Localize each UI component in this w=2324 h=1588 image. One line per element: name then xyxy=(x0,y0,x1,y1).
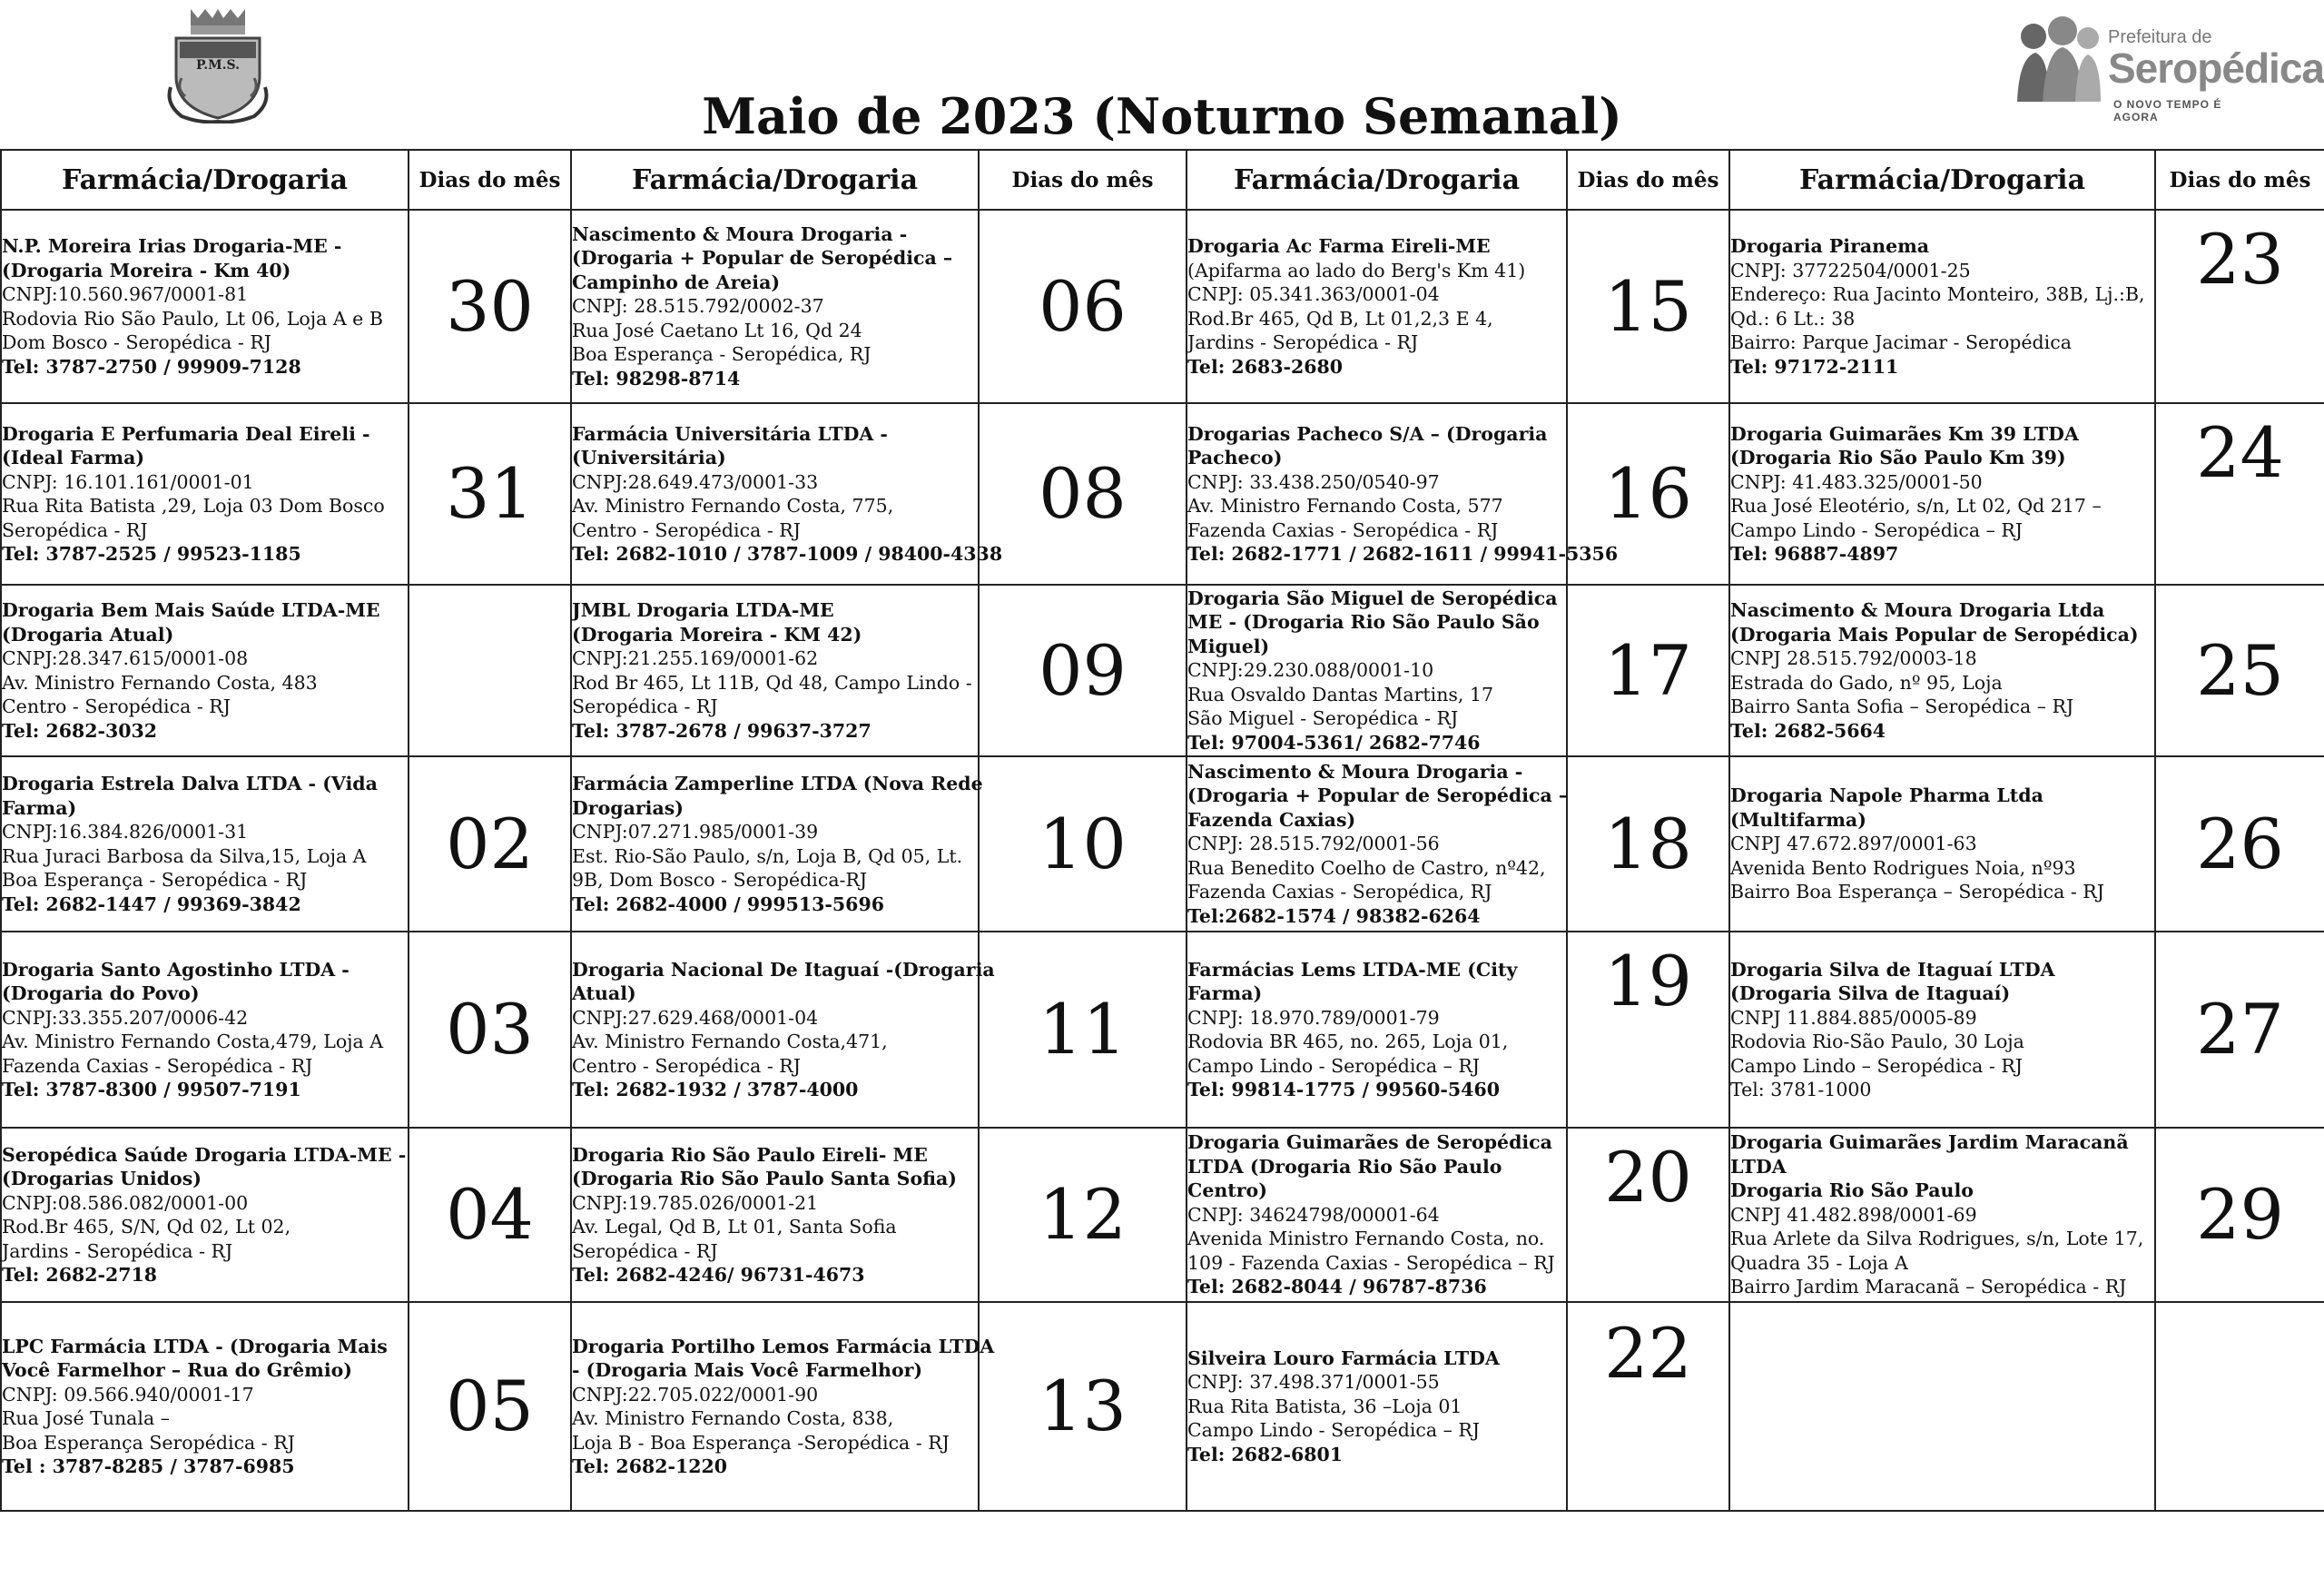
pharmacy-info-line: CNPJ:07.271.985/0001-39 xyxy=(572,821,819,843)
day-of-month: 05 xyxy=(409,1302,571,1511)
pharmacy-info-line: Av. Legal, Qd B, Lt 01, Santa Sofia xyxy=(572,1216,897,1238)
header-days: Dias do mês xyxy=(1567,150,1729,210)
pharmacy-info-line: Tel: 2682-3032 xyxy=(2,719,158,742)
pharmacy-info-line: Av. Ministro Fernando Costa, 483 xyxy=(2,671,318,694)
pharmacy-info-line: Rua Rita Batista ,29, Loja 03 Dom Bosco xyxy=(2,495,385,517)
day-of-month: 20 xyxy=(1567,1128,1729,1302)
pharmacy-cell xyxy=(1187,932,1567,1128)
pharmacy-info-line: LTDA (Drogaria Rio São Paulo xyxy=(1187,1155,1502,1178)
pharmacy-info-line: Farma) xyxy=(2,796,77,819)
pharmacy-info-line: CNPJ:29.230.088/0001-10 xyxy=(1187,659,1434,682)
pharmacy-info-line: Drogaria Silva de Itaguaí LTDA xyxy=(1730,958,2055,981)
pharmacy-info-line: Centro - Seropédica - RJ xyxy=(2,695,231,717)
pharmacy-info-line: CNPJ 47.672.897/0001-63 xyxy=(1730,833,1977,855)
pharmacy-info-line: CNPJ:19.785.026/0001-21 xyxy=(572,1191,819,1214)
pharmacy-cell xyxy=(1729,585,2155,756)
pharmacy-info-line: Centro - Seropédica - RJ xyxy=(572,1054,801,1077)
pharmacy-info-line: CNPJ:10.560.967/0001-81 xyxy=(2,283,249,305)
day-of-month: 27 xyxy=(2155,932,2324,1128)
table-row xyxy=(1,403,2324,585)
pharmacy-info-line: Av. Ministro Fernando Costa,471, xyxy=(572,1031,888,1052)
pharmacy-info-line: Rua Benedito Coelho de Castro, nº42, xyxy=(1187,856,1546,879)
pharmacy-info-line: Drogaria Bem Mais Saúde LTDA-ME xyxy=(2,599,380,621)
pharmacy-info-line: Drogaria Ac Farma Eireli-ME xyxy=(1187,235,1491,257)
pharmacy-cell xyxy=(571,585,979,756)
day-of-month: 11 xyxy=(979,932,1187,1128)
pharmacy-info-line: Est. Rio-São Paulo, s/n, Loja B, Qd 05, Lt. xyxy=(572,844,963,867)
pharmacy-info-line: Tel: 3787-2678 / 99637-3727 xyxy=(572,719,872,742)
pharmacy-cell xyxy=(1729,403,2155,585)
pharmacy-info-line: Fazenda Caxias - Seropédica - RJ xyxy=(1187,518,1499,541)
day-of-month: 23 xyxy=(2155,210,2324,403)
pharmacy-cell xyxy=(1,403,409,585)
pharmacy-info-line: LTDA xyxy=(1730,1155,1787,1178)
day-of-month: 29 xyxy=(2155,1128,2324,1302)
pharmacy-info-line: (Drogaria Moreira - Km 40) xyxy=(2,259,291,281)
pharmacy-info-line: CNPJ: 28.515.792/0002-37 xyxy=(572,295,824,318)
pharmacy-info-line: Rod.Br 465, S/N, Qd 02, Lt 02, xyxy=(2,1216,291,1238)
pharmacy-info-line: (Drogaria do Povo) xyxy=(2,982,200,1004)
pharmacy-info-line: Avenida Bento Rodrigues Noia, nº93 xyxy=(1730,856,2076,879)
pharmacy-info-line: CNPJ 41.482.898/0001-69 xyxy=(1730,1203,1977,1226)
pharmacy-info-line: Tel: 2682-1932 / 3787-4000 xyxy=(572,1079,859,1100)
pharmacy-info-line: Farmácia Zamperline LTDA (Nova Rede xyxy=(572,773,983,794)
pharmacy-info-line: Seropédica - RJ xyxy=(2,518,148,541)
pharmacy-info-line: Tel: 2682-4000 / 999513-5696 xyxy=(572,893,884,915)
pharmacy-info-line: Tel: 2682-1220 xyxy=(572,1455,728,1477)
pharmacy-info-line: Loja B - Boa Esperança -Seropédica - RJ xyxy=(572,1431,950,1454)
pharmacy-info-line: Tel: 2682-6801 xyxy=(1187,1443,1344,1465)
pharmacy-info-line: Pacheco) xyxy=(1187,447,1283,469)
pharmacy-info-line: ME - (Drogaria Rio São Paulo São xyxy=(1187,611,1540,634)
table-row xyxy=(1,585,2324,756)
day-of-month: 04 xyxy=(409,1128,571,1302)
pharmacy-info-line: Rua Arlete da Silva Rodrigues, s/n, Lote 17, xyxy=(1730,1228,2144,1250)
pharmacy-info-line: Tel: 2682-2718 xyxy=(2,1264,158,1286)
pharmacy-info-line: JMBL Drogaria LTDA-ME xyxy=(572,599,834,621)
pharmacy-info-line: Campo Lindo - Seropédica – RJ xyxy=(1187,1419,1481,1442)
pharmacy-info-line: CNPJ: 16.101.161/0001-01 xyxy=(2,470,254,493)
pharmacy-info-line: Seropédica - RJ xyxy=(572,1239,718,1262)
pharmacy-info-line: Farmácia Universitária LTDA - xyxy=(572,422,888,445)
day-of-month xyxy=(2155,1302,2324,1511)
pharmacy-cell xyxy=(1729,1128,2155,1302)
pharmacy-info-line: (Universitária) xyxy=(572,447,726,469)
pharmacy-info-line: Rod Br 465, Lt 11B, Qd 48, Campo Lindo - xyxy=(572,671,972,694)
pharmacy-info-line: Tel:2682-1574 / 98382-6264 xyxy=(1187,904,1481,927)
table-row xyxy=(1,932,2324,1128)
pharmacy-info-line: Tel: 3787-2525 / 99523-1185 xyxy=(2,543,301,565)
pharmacy-info-line: CNPJ:27.629.468/0001-04 xyxy=(572,1006,819,1029)
pharmacy-info-line: Dom Bosco - Seropédica - RJ xyxy=(2,331,272,353)
day-of-month: 31 xyxy=(409,403,571,585)
pharmacy-info-line: Endereço: Rua Jacinto Monteiro, 38B, Lj.:B, xyxy=(1730,283,2145,305)
pharmacy-info-line: 109 - Fazenda Caxias - Seropédica – RJ xyxy=(1187,1251,1555,1274)
pharmacy-info-line: Drogaria São Miguel de Seropédica xyxy=(1187,587,1558,609)
header-pharmacy: Farmácia/Drogaria xyxy=(1187,150,1567,210)
pharmacy-info-line: Rua José Eleotério, s/n, Lt 02, Qd 217 – xyxy=(1730,495,2102,517)
day-of-month: 30 xyxy=(409,210,571,403)
pharmacy-info-line: Av. Ministro Fernando Costa, 775, xyxy=(572,495,894,517)
pharmacy-cell xyxy=(571,403,1003,585)
pharmacy-info-line: Boa Esperança - Seropédica, RJ xyxy=(572,343,872,366)
pharmacy-info-line: Drogaria Rio São Paulo xyxy=(1730,1179,1974,1202)
pharmacy-info-line: CNPJ:08.586.082/0001-00 xyxy=(2,1191,249,1214)
pharmacy-info-line: Tel: 97004-5361/ 2682-7746 xyxy=(1187,731,1481,754)
pharmacy-info-line: Rod.Br 465, Qd B, Lt 01,2,3 E 4, xyxy=(1187,307,1493,330)
pharmacy-info-line: Tel: 99814-1775 / 99560-5460 xyxy=(1187,1079,1500,1100)
pharmacy-info-line: Nascimento & Moura Drogaria Ltda xyxy=(1730,599,2105,621)
pharmacy-info-line: (Drogarias Unidos) xyxy=(2,1168,202,1189)
day-of-month: 25 xyxy=(2155,585,2324,756)
pharmacy-info-line: Tel: 3781-1000 xyxy=(1730,1079,1872,1100)
logo-tagline: O NOVO TEMPO É AGORA xyxy=(2113,98,2222,123)
pharmacy-info-line: Rodovia BR 465, no. 265, Loja 01, xyxy=(1187,1031,1509,1052)
page-title: Maio de 2023 (Noturno Semanal) xyxy=(702,87,1622,145)
pharmacy-info-line: CNPJ: 37.498.371/0001-55 xyxy=(1187,1371,1440,1394)
pharmacy-info-line: Fazenda Caxias - Seropédica, RJ xyxy=(1187,881,1492,903)
pharmacy-info-line: Drogarias Pacheco S/A – (Drogaria xyxy=(1187,422,1548,445)
pharmacy-info-line: (Drogaria Rio São Paulo Santa Sofia) xyxy=(572,1168,958,1189)
header-pharmacy: Farmácia/Drogaria xyxy=(1,150,409,210)
pharmacy-info-line: Drogaria Santo Agostinho LTDA - xyxy=(2,958,350,981)
table-row xyxy=(1,1302,2324,1511)
pharmacy-cell xyxy=(1729,756,2155,932)
pharmacy-info-line: CNPJ: 37722504/0001-25 xyxy=(1730,259,1971,281)
pharmacy-info-line: Campinho de Areia) xyxy=(572,271,781,293)
pharmacy-info-line: Qd.: 6 Lt.: 38 xyxy=(1730,307,1856,330)
table-row xyxy=(1,210,2324,403)
pharmacy-info-line: Tel: 96887-4897 xyxy=(1730,543,1899,565)
pharmacy-info-line: Drogaria Napole Pharma Ltda xyxy=(1730,784,2043,807)
pharmacy-info-line: 9B, Dom Bosco - Seropédica-RJ xyxy=(572,869,868,891)
pharmacy-info-line: CNPJ:21.255.169/0001-62 xyxy=(572,647,819,669)
table-row xyxy=(1,1128,2324,1302)
day-of-month: 13 xyxy=(979,1302,1187,1511)
day-of-month: 02 xyxy=(409,756,571,932)
pharmacy-info-line: LPC Farmácia LTDA - (Drogaria Mais xyxy=(2,1335,388,1357)
pharmacy-info-line: (Ideal Farma) xyxy=(2,447,145,469)
pharmacy-info-line: CNPJ:22.705.022/0001-90 xyxy=(572,1383,819,1406)
pharmacy-info-line: Seropédica Saúde Drogaria LTDA-ME - xyxy=(2,1143,407,1166)
pharmacy-info-line: (Apifarma ao lado do Berg's Km 41) xyxy=(1187,259,1526,281)
schedule-body xyxy=(1,210,2324,1511)
pharmacy-info-line: (Drogaria Rio São Paulo Km 39) xyxy=(1730,447,2066,469)
pharmacy-info-line: (Drogaria + Popular de Seropédica – xyxy=(1187,784,1569,807)
pharmacy-info-line: CNPJ: 05.341.363/0001-04 xyxy=(1187,283,1440,305)
pharmacy-cell xyxy=(1729,932,2155,1128)
pharmacy-info-line: Tel: 2682-1010 / 3787-1009 / 98400-4338 xyxy=(572,543,1003,565)
day-of-month: 06 xyxy=(979,210,1187,403)
pharmacy-info-line: CNPJ: 28.515.792/0001-56 xyxy=(1187,833,1440,855)
pharmacy-info-line: Rua José Caetano Lt 16, Qd 24 xyxy=(572,319,862,341)
pharmacy-info-line: Drogaria Guimarães Km 39 LTDA xyxy=(1730,422,2079,445)
pharmacy-cell xyxy=(1187,210,1567,403)
pharmacy-info-line: Av. Ministro Fernando Costa,479, Loja A xyxy=(2,1031,384,1052)
pharmacy-info-line: Bairro Boa Esperança – Seropédica - RJ xyxy=(1730,881,2104,903)
pharmacy-info-line: Campo Lindo - Seropédica – RJ xyxy=(1730,518,2024,541)
pharmacy-schedule-table xyxy=(0,149,2324,1512)
pharmacy-info-line: Silveira Louro Farmácia LTDA xyxy=(1187,1346,1500,1369)
pharmacy-info-line: São Miguel - Seropédica - RJ xyxy=(1187,707,1459,730)
day-of-month: 09 xyxy=(979,585,1187,756)
pharmacy-info-line: Tel: 3787-8300 / 99507-7191 xyxy=(2,1079,301,1100)
pharmacy-info-line: CNPJ:16.384.826/0001-31 xyxy=(2,821,249,843)
pharmacy-info-line: Bairro Jardim Maracanã – Seropédica - RJ xyxy=(1730,1276,2127,1298)
pharmacy-info-line: Atual) xyxy=(572,982,636,1004)
pharmacy-info-line: Drogaria Portilho Lemos Farmácia LTDA xyxy=(572,1335,995,1357)
pharmacy-info-line: Jardins - Seropédica - RJ xyxy=(1187,331,1419,353)
day-of-month: 26 xyxy=(2155,756,2324,932)
pharmacy-info-line: Drogaria Rio São Paulo Eireli- ME xyxy=(572,1143,928,1166)
pharmacy-info-line: Boa Esperança Seropédica - RJ xyxy=(2,1431,295,1454)
pharmacy-cell xyxy=(1187,1128,1567,1302)
pharmacy-info-line: Tel: 2682-8044 / 96787-8736 xyxy=(1187,1276,1487,1298)
pharmacy-info-line: CNPJ: 09.566.940/0001-17 xyxy=(2,1383,254,1406)
pharmacy-info-line: Tel: 2682-1771 / 2682-1611 / 99941-5356 xyxy=(1187,543,1619,565)
pharmacy-info-line: (Multifarma) xyxy=(1730,808,1866,831)
pharmacy-cell xyxy=(1,585,409,756)
pharmacy-cell xyxy=(1187,585,1567,756)
header-days: Dias do mês xyxy=(409,150,571,210)
pharmacy-info-line: Nascimento & Moura Drogaria - xyxy=(1187,760,1523,783)
pharmacy-cell xyxy=(571,756,983,932)
header-days: Dias do mês xyxy=(979,150,1187,210)
pharmacy-cell xyxy=(1,932,409,1128)
pharmacy-cell xyxy=(1,1302,409,1511)
day-of-month: 24 xyxy=(2155,403,2324,585)
pharmacy-info-line: Bairro: Parque Jacimar - Seropédica xyxy=(1730,331,2072,353)
pharmacy-info-line: Tel: 3787-2750 / 99909-7128 xyxy=(2,355,301,378)
pharmacy-info-line: CNPJ: 33.438.250/0540-97 xyxy=(1187,470,1440,493)
pharmacy-cell xyxy=(1729,1302,2155,1511)
pharmacy-info-line: Fazenda Caxias - Seropédica - RJ xyxy=(2,1054,313,1077)
day-of-month: 17 xyxy=(1567,585,1729,756)
pharmacy-info-line: Campo Lindo - Seropédica – RJ xyxy=(1187,1054,1481,1077)
pharmacy-info-line: Centro - Seropédica - RJ xyxy=(572,518,801,541)
pharmacy-info-line: Fazenda Caxias) xyxy=(1187,808,1356,831)
pharmacy-info-line: CNPJ: 34624798/00001-64 xyxy=(1187,1203,1440,1226)
pharmacy-info-line: (Drogaria Mais Popular de Seropédica) xyxy=(1730,623,2139,646)
pharmacy-info-line: Avenida Ministro Fernando Costa, no. xyxy=(1187,1228,1545,1250)
pharmacy-info-line: Miguel) xyxy=(1187,635,1270,657)
day-of-month: 03 xyxy=(409,932,571,1128)
pharmacy-info-line: Você Farmelhor – Rua do Grêmio) xyxy=(2,1359,353,1381)
crest-text: P.M.S. xyxy=(196,58,240,73)
pharmacy-cell xyxy=(571,1302,995,1511)
pharmacy-info-line: N.P. Moreira Irias Drogaria-ME - xyxy=(2,235,342,257)
pharmacy-info-line: Drogaria Estrela Dalva LTDA - (Vida xyxy=(2,773,378,794)
pharmacy-info-line: CNPJ: 41.483.325/0001-50 xyxy=(1730,470,1983,493)
pharmacy-info-line: Drogaria Nacional De Itaguaí -(Drogaria xyxy=(572,958,995,981)
pharmacy-info-line: CNPJ: 18.970.789/0001-79 xyxy=(1187,1006,1440,1029)
pharmacy-info-line: Rua Rita Batista, 36 –Loja 01 xyxy=(1187,1395,1462,1417)
pharmacy-info-line: Centro) xyxy=(1187,1179,1267,1202)
pharmacy-info-line: CNPJ:28.649.473/0001-33 xyxy=(572,470,819,493)
day-of-month: 12 xyxy=(979,1128,1187,1302)
pharmacy-info-line: Farma) xyxy=(1187,982,1263,1004)
pharmacy-cell xyxy=(1,210,409,403)
pharmacy-info-line: - (Drogaria Mais Você Farmelhor) xyxy=(572,1359,923,1381)
pharmacy-info-line: Tel : 3787-8285 / 3787-6985 xyxy=(2,1455,295,1477)
day-of-month: 19 xyxy=(1567,932,1729,1128)
pharmacy-info-line: Quadra 35 - Loja A xyxy=(1730,1251,1908,1274)
header-pharmacy: Farmácia/Drogaria xyxy=(571,150,979,210)
pharmacy-info-line: Drogarias) xyxy=(572,796,684,819)
pharmacy-cell xyxy=(571,1128,979,1302)
pharmacy-info-line: Drogaria Guimarães Jardim Maracanã xyxy=(1730,1131,2129,1154)
pharmacy-info-line: Av. Ministro Fernando Costa, 577 xyxy=(1187,495,1503,517)
pharmacy-info-line: Rodovia Rio-São Paulo, 30 Loja xyxy=(1730,1031,2024,1052)
pharmacy-info-line: Seropédica - RJ xyxy=(572,695,718,717)
pharmacy-cell xyxy=(1,756,409,932)
pharmacy-info-line: Boa Esperança - Seropédica - RJ xyxy=(2,869,308,891)
pharmacy-info-line: Tel: 2682-4246/ 96731-4673 xyxy=(572,1264,865,1286)
logo-city-name: Seropédica xyxy=(2108,44,2324,92)
day-of-month: 08 xyxy=(979,403,1187,585)
pharmacy-info-line: Farmácias Lems LTDA-ME (City xyxy=(1187,958,1518,981)
pharmacy-info-line: Estrada do Gado, nº 95, Loja xyxy=(1730,671,2003,694)
pharmacy-info-line: CNPJ:33.355.207/0006-42 xyxy=(2,1006,249,1029)
pharmacy-info-line: Jardins - Seropédica - RJ xyxy=(2,1239,233,1262)
pharmacy-info-line: Drogaria Piranema xyxy=(1730,235,1930,257)
header-days: Dias do mês xyxy=(2155,150,2324,210)
pharmacy-info-line: Rua José Tunala – xyxy=(2,1407,170,1429)
pharmacy-info-line: Drogaria E Perfumaria Deal Eireli - xyxy=(2,422,370,445)
logo-prefeitura-text: Prefeitura de xyxy=(2108,27,2212,47)
pharmacy-info-line: Campo Lindo – Seropédica - RJ xyxy=(1730,1054,2024,1077)
day-of-month: 15 xyxy=(1567,210,1729,403)
pharmacy-info-line: Tel: 2682-1447 / 99369-3842 xyxy=(2,893,301,915)
pharmacy-info-line: (Drogaria Silva de Itaguaí) xyxy=(1730,982,2011,1004)
pharmacy-info-line: Bairro Santa Sofia – Seropédica – RJ xyxy=(1730,695,2074,717)
pharmacy-info-line: Tel: 2682-5664 xyxy=(1730,719,1886,742)
pharmacy-info-line: CNPJ:28.347.615/0001-08 xyxy=(2,647,249,669)
pharmacy-info-line: (Drogaria Moreira - KM 42) xyxy=(572,623,862,646)
pharmacy-info-line: Rodovia Rio São Paulo, Lt 06, Loja A e B xyxy=(2,307,383,330)
pharmacy-info-line: CNPJ 11.884.885/0005-89 xyxy=(1730,1006,1977,1029)
pharmacy-info-line: Tel: 97172-2111 xyxy=(1730,355,1899,378)
header-row xyxy=(1,150,2324,210)
pharmacy-cell xyxy=(571,210,979,403)
pharmacy-info-line: Tel: 98298-8714 xyxy=(572,367,741,390)
day-of-month: 18 xyxy=(1567,756,1729,932)
pharmacy-info-line: Av. Ministro Fernando Costa, 838, xyxy=(572,1407,894,1429)
pharmacy-cell xyxy=(1187,403,1619,585)
pharmacy-info-line: (Drogaria Atual) xyxy=(2,623,174,646)
day-of-month: 10 xyxy=(979,756,1187,932)
pharmacy-info-line: Rua Osvaldo Dantas Martins, 17 xyxy=(1187,683,1494,705)
pharmacy-cell xyxy=(1187,756,1567,932)
pharmacy-info-line: (Drogaria + Popular de Seropédica – xyxy=(572,247,953,270)
pharmacy-info-line: Drogaria Guimarães de Seropédica xyxy=(1187,1131,1552,1154)
day-of-month: 22 xyxy=(1567,1302,1729,1511)
pharmacy-info-line: CNPJ 28.515.792/0003-18 xyxy=(1730,647,1977,669)
pharmacy-info-line: Nascimento & Moura Drogaria - xyxy=(572,222,908,245)
pharmacy-info-line: Tel: 2683-2680 xyxy=(1187,355,1344,378)
pharmacy-info-line: Rua Juraci Barbosa da Silva,15, Loja A xyxy=(2,844,367,867)
day-of-month: 16 xyxy=(1567,403,1729,585)
pharmacy-cell xyxy=(571,932,995,1128)
table-row xyxy=(1,756,2324,932)
header-pharmacy: Farmácia/Drogaria xyxy=(1729,150,2155,210)
pharmacy-cell xyxy=(1187,1302,1567,1511)
day-of-month xyxy=(409,585,571,756)
pharmacy-cell xyxy=(1729,210,2155,403)
pharmacy-cell xyxy=(1,1128,409,1302)
